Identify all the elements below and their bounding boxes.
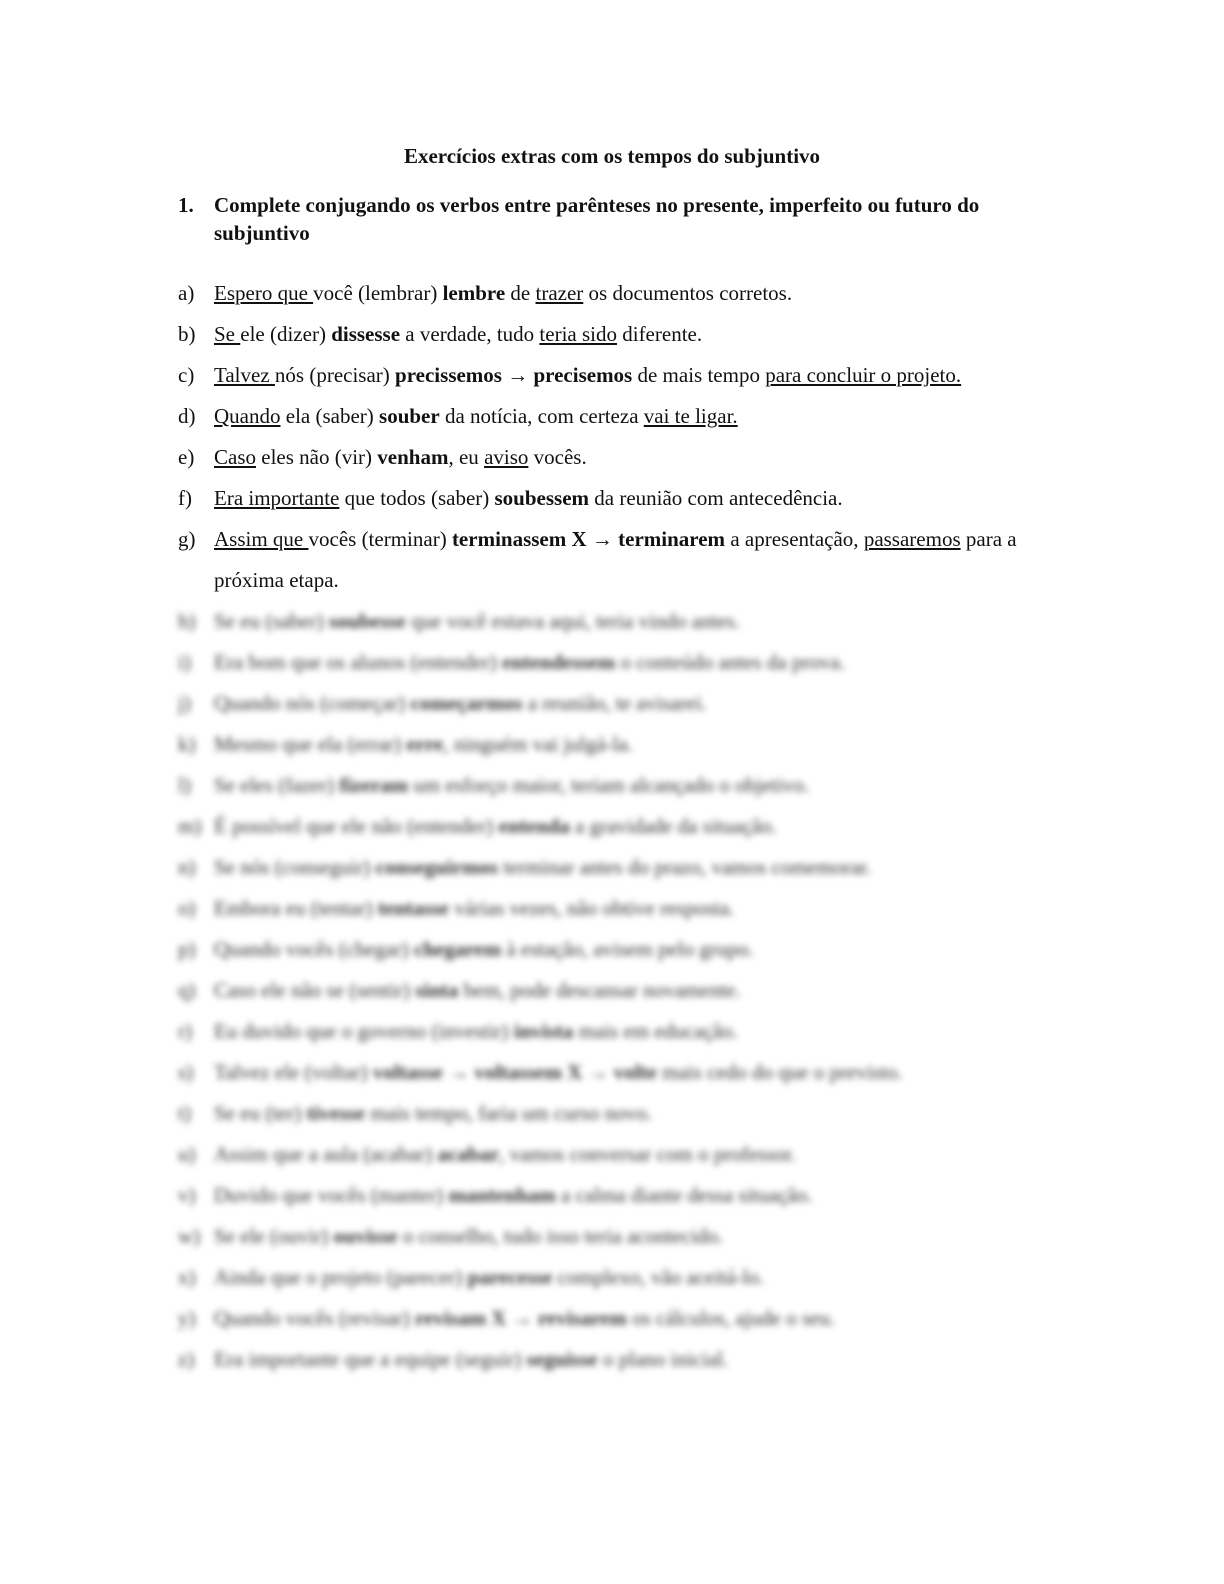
item-sentence <box>214 806 1074 847</box>
sentence-text: diferente. <box>616 322 703 346</box>
sentence-text: os cálculos, ajude o seu. <box>626 1306 836 1330</box>
item-sentence <box>214 273 1074 314</box>
item-sentence <box>214 1298 1074 1339</box>
item-sentence <box>214 1339 1074 1380</box>
sentence-text: mais tempo, faria um curso novo. <box>365 1101 652 1125</box>
blurred-exercise-item <box>178 724 1078 765</box>
sentence-text: Quando nós (começar) <box>214 691 411 715</box>
sentence-text: que todos (saber) <box>339 486 495 510</box>
answer-text: entendessem <box>502 650 616 674</box>
sentence-text: à estação, avisem pelo grupo. <box>501 937 754 961</box>
blurred-exercise-item <box>178 1175 1078 1216</box>
exercise-list <box>178 273 1078 1380</box>
answer-text: começarmos <box>410 691 523 715</box>
answer-text: voltasse → voltassem X → volte <box>372 1060 657 1084</box>
sentence-text: , vamos conversar com o professor. <box>499 1142 796 1166</box>
item-sentence <box>214 1052 1074 1093</box>
item-sentence <box>214 1093 1074 1134</box>
item-letter: j) <box>178 691 191 715</box>
sentence-text: Talvez ele (voltar) <box>214 1060 373 1084</box>
sentence-text: um esforço maior, teriam alcançado o objetivo. <box>408 773 810 797</box>
answer-text: soubesse <box>328 609 406 633</box>
underlined-text: Caso <box>214 445 256 469</box>
exercise-item <box>178 437 1078 478</box>
item-sentence <box>214 396 1074 437</box>
sentence-text: ele (dizer) <box>240 322 332 346</box>
sentence-text: Quando vocês (chegar) <box>214 937 414 961</box>
sentence-text: Caso ele não se (sentir) <box>214 978 416 1002</box>
sentence-text: de <box>505 281 536 305</box>
sentence-text: o conteúdo antes da prova. <box>615 650 845 674</box>
underlined-text: Era importante <box>214 486 340 510</box>
item-sentence <box>214 642 1074 683</box>
sentence-text: Assim que a aula (acabar) <box>214 1142 438 1166</box>
sentence-text: de mais tempo <box>632 363 766 387</box>
item-sentence <box>214 437 1074 478</box>
blurred-exercise-item <box>178 970 1078 1011</box>
blurred-exercise-item <box>178 1339 1078 1380</box>
item-letter: u) <box>178 1142 196 1166</box>
sentence-text: Se nós (conseguir) <box>214 855 376 879</box>
exercise-item <box>178 355 1078 396</box>
sentence-text: Se ele (ouvir) <box>214 1224 334 1248</box>
item-letter: n) <box>178 855 196 879</box>
answer-text: sinta <box>415 978 459 1002</box>
item-sentence <box>214 888 1074 929</box>
sentence-text: da notícia, com certeza <box>439 404 644 428</box>
item-letter: k) <box>178 732 196 756</box>
blurred-exercise-item <box>178 847 1078 888</box>
blurred-exercise-item <box>178 683 1078 724</box>
item-letter: x) <box>178 1265 196 1289</box>
item-sentence <box>214 765 1074 806</box>
item-sentence <box>214 1011 1074 1052</box>
sentence-text: a verdade, tudo <box>400 322 540 346</box>
item-sentence <box>214 724 1074 765</box>
sentence-text: vocês (terminar) <box>308 527 452 551</box>
item-letter: w) <box>178 1224 201 1248</box>
answer-text: parecesse <box>467 1265 553 1289</box>
item-sentence <box>214 478 1074 519</box>
blurred-exercise-item <box>178 1011 1078 1052</box>
blurred-exercise-item <box>178 1093 1078 1134</box>
answer-text: fizeram <box>339 773 409 797</box>
item-letter: t) <box>178 1101 191 1125</box>
sentence-text: nós (precisar) <box>274 363 396 387</box>
item-sentence <box>214 601 1074 642</box>
item-sentence <box>214 355 1074 396</box>
item-letter: a) <box>178 281 195 305</box>
item-sentence <box>214 1134 1074 1175</box>
underlined-text: aviso <box>484 445 529 469</box>
blurred-exercise-item <box>178 642 1078 683</box>
item-letter: g) <box>178 527 196 551</box>
sentence-text: a calma diante dessa situação. <box>555 1183 813 1207</box>
blurred-exercise-item <box>178 888 1078 929</box>
exercise-item <box>178 478 1078 519</box>
underlined-text: trazer <box>535 281 584 305</box>
answer-text: tivesse <box>306 1101 366 1125</box>
sentence-text: mais cedo do que o previsto. <box>656 1060 903 1084</box>
sentence-text: complexo, vão aceitá-lo. <box>552 1265 765 1289</box>
sentence-text: eles não (vir) <box>256 445 378 469</box>
underlined-text: para concluir o projeto. <box>765 363 962 387</box>
item-letter: h) <box>178 609 196 633</box>
answer-text: souber <box>379 404 440 428</box>
item-letter: l) <box>178 773 191 797</box>
item-sentence <box>214 847 1074 888</box>
answer-text: entenda <box>498 814 570 838</box>
underlined-text: Espero que <box>214 281 314 305</box>
exercise-instruction <box>178 191 1068 247</box>
item-sentence <box>214 970 1074 1011</box>
item-sentence <box>214 1175 1074 1216</box>
sentence-text: o conselho, tudo isso teria acontecido. <box>397 1224 724 1248</box>
sentence-text: várias vezes, não obtive resposta. <box>449 896 735 920</box>
item-letter: m) <box>178 814 202 838</box>
sentence-text: a reunião, te avisarei. <box>522 691 707 715</box>
answer-text: chegarem <box>414 937 502 961</box>
item-sentence <box>214 1216 1074 1257</box>
underlined-text: Talvez <box>214 363 275 387</box>
item-letter: o) <box>178 896 196 920</box>
sentence-text: vocês. <box>528 445 587 469</box>
sentence-text: Duvido que vocês (manter) <box>214 1183 449 1207</box>
answer-text: soubessem <box>494 486 590 510</box>
exercise-item <box>178 273 1078 314</box>
item-letter: s) <box>178 1060 194 1084</box>
item-letter: v) <box>178 1183 196 1207</box>
sentence-text: Ainda que o projeto (parecer) <box>214 1265 468 1289</box>
blurred-exercise-item <box>178 929 1078 970</box>
underlined-text: Se <box>214 322 241 346</box>
answer-text: tentasse <box>377 896 449 920</box>
sentence-text: , eu <box>448 445 485 469</box>
underlined-text: passaremos <box>863 527 961 551</box>
answer-text: precissemos → precisemos <box>395 363 633 387</box>
item-sentence <box>214 683 1074 724</box>
blurred-exercise-item <box>178 765 1078 806</box>
item-letter: b) <box>178 322 196 346</box>
sentence-text: , ninguém vai julgá-la. <box>443 732 633 756</box>
answer-text: terminassem X → terminarem <box>451 527 726 551</box>
answer-text: revisam X → revisarem <box>415 1306 627 1330</box>
sentence-text: Mesmo que ela (errar) <box>214 732 407 756</box>
exercise-item <box>178 396 1078 437</box>
document-title: Exercícios extras com os tempos do subjuntivo <box>403 144 821 168</box>
item-sentence <box>214 1257 1074 1298</box>
item-letter: z) <box>178 1347 195 1371</box>
underlined-text: Assim que <box>214 527 309 551</box>
answer-text: ouvisse <box>333 1224 398 1248</box>
exercise-instruction-text: Complete conjugando os verbos entre parênteses no presente, imperfeito ou futuro do subjuntivo <box>214 193 980 245</box>
item-letter: d) <box>178 404 196 428</box>
sentence-text: Quando vocês (revisar) <box>214 1306 416 1330</box>
answer-text: venham <box>377 445 449 469</box>
sentence-text: Se eles (fazer) <box>214 773 340 797</box>
item-letter: y) <box>178 1306 196 1330</box>
item-letter: r) <box>178 1019 192 1043</box>
answer-text: acabar <box>437 1142 500 1166</box>
sentence-text: bem, pode descansar novamente. <box>458 978 741 1002</box>
answer-text: invista <box>513 1019 574 1043</box>
answer-text: seguisse <box>526 1347 598 1371</box>
item-letter: e) <box>178 445 195 469</box>
exercise-number: 1. <box>178 193 194 217</box>
item-sentence <box>214 929 1074 970</box>
item-letter: i) <box>178 650 191 674</box>
underlined-text: Quando <box>214 404 281 428</box>
sentence-text: Era importante que a equipe (seguir) <box>214 1347 527 1371</box>
answer-text: conseguirmos <box>375 855 499 879</box>
sentence-text: os documentos corretos. <box>583 281 793 305</box>
sentence-text: você (lembrar) <box>313 281 443 305</box>
sentence-text: Era bom que os alunos (entender) <box>214 650 503 674</box>
sentence-text: É possível que ele não (entender) <box>214 814 499 838</box>
answer-text: dissesse <box>331 322 401 346</box>
sentence-text: Se eu (saber) <box>214 609 329 633</box>
item-sentence <box>214 314 1074 355</box>
sentence-text: Embora eu (tentar) <box>214 896 378 920</box>
item-letter: q) <box>178 978 196 1002</box>
sentence-text: a gravidade da situação. <box>569 814 777 838</box>
sentence-text: terminar antes do prazo, vamos comemorar. <box>498 855 872 879</box>
answer-text: lembre <box>442 281 506 305</box>
sentence-text: Eu duvido que o governo (investir) <box>214 1019 514 1043</box>
blurred-exercise-item <box>178 1257 1078 1298</box>
item-sentence <box>214 519 1074 601</box>
underlined-text: teria sido <box>539 322 617 346</box>
blurred-exercise-item <box>178 601 1078 642</box>
answer-text: erre <box>406 732 444 756</box>
sentence-text: ela (saber) <box>280 404 380 428</box>
underlined-text: vai te ligar. <box>643 404 738 428</box>
sentence-text: para a próxima etapa. <box>214 527 1017 592</box>
item-letter: c) <box>178 363 195 387</box>
sentence-text: Se eu (ter) <box>214 1101 307 1125</box>
blurred-exercise-item <box>178 806 1078 847</box>
sentence-text: a apresentação, <box>725 527 864 551</box>
sentence-text: o plano inicial. <box>597 1347 729 1371</box>
blurred-exercise-item <box>178 1298 1078 1339</box>
sentence-text: da reunião com antecedência. <box>589 486 843 510</box>
blurred-exercise-item <box>178 1052 1078 1093</box>
answer-text: mantenham <box>448 1183 556 1207</box>
exercise-item <box>178 519 1078 601</box>
blurred-exercise-item <box>178 1216 1078 1257</box>
item-letter: f) <box>178 486 192 510</box>
sentence-text: mais em educação. <box>573 1019 738 1043</box>
exercise-item <box>178 314 1078 355</box>
sentence-text: que você estava aqui, teria vindo antes. <box>405 609 741 633</box>
blurred-exercise-item <box>178 1134 1078 1175</box>
item-letter: p) <box>178 937 196 961</box>
